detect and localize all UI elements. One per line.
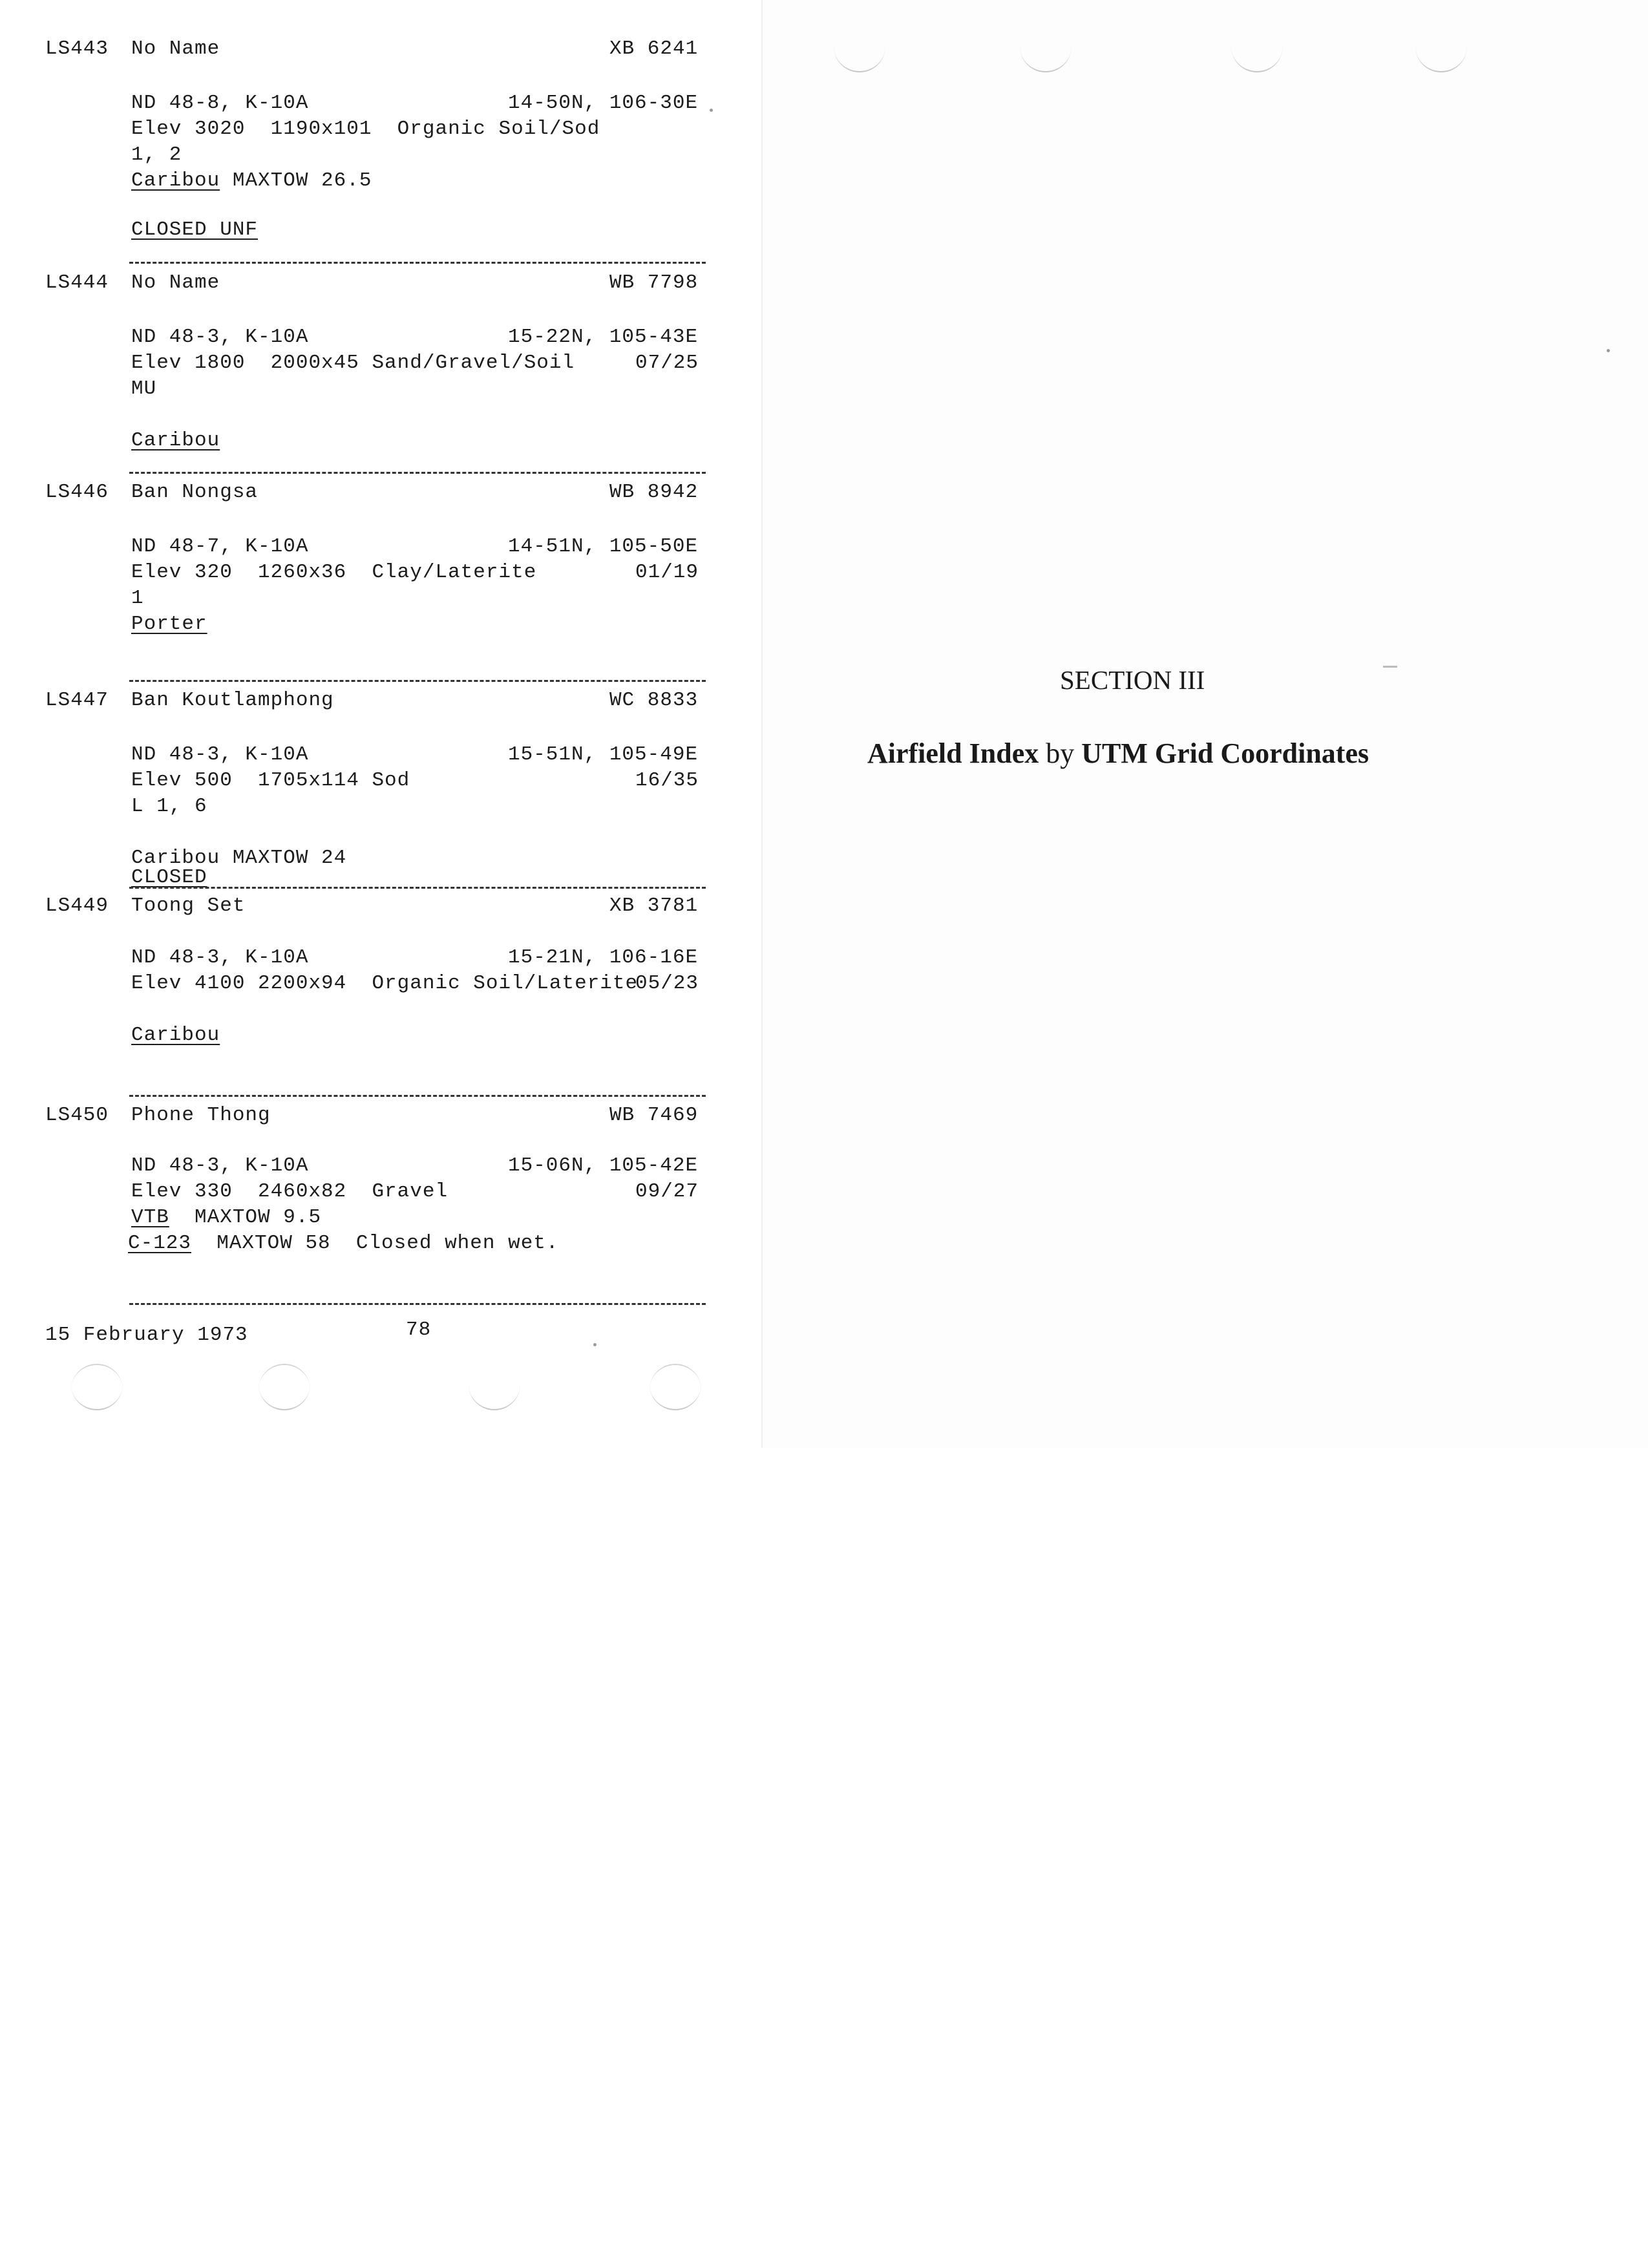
entry-aircraft: [131, 169, 372, 193]
entry-aircraft: [128, 1232, 559, 1255]
entry-grid: WC 8833: [609, 689, 699, 712]
entry-name: No Name: [131, 271, 220, 294]
aircraft-type: Caribou: [131, 1024, 220, 1046]
entry-coords: 15-06N, 105-42E: [508, 1154, 699, 1177]
aircraft-type: VTB: [131, 1206, 169, 1229]
entry-elev: Elev 3020 1190x101 Organic Soil/Sod: [131, 118, 600, 140]
entry-separator: [129, 680, 706, 682]
entry-runway: 16/35: [635, 769, 699, 792]
entry-elev: Elev 1800 2000x45 Sand/Gravel/Soil: [131, 352, 575, 374]
entry-name: Toong Set: [131, 895, 246, 917]
subtitle-part: UTM Grid Coordinates: [1081, 737, 1369, 769]
subtitle-part: Airfield Index: [867, 737, 1039, 769]
entry-elev: Elev 330 2460x82 Gravel: [131, 1180, 449, 1203]
footer-date: 15 February 1973: [45, 1324, 248, 1346]
aircraft-maxtow: Caribou MAXTOW 24: [131, 847, 347, 869]
entry-extra: 1: [131, 587, 144, 609]
entry-id: LS444: [45, 271, 109, 294]
entry-elev: Elev 4100 2200x94 Organic Soil/Laterite: [131, 972, 639, 995]
aircraft-type: Caribou: [131, 429, 220, 452]
entry-extra: MU: [131, 377, 157, 400]
entry-name: Ban Nongsa: [131, 481, 259, 503]
page-number: 78: [406, 1319, 432, 1341]
entry-id: LS450: [45, 1104, 109, 1127]
entry-name: Ban Koutlamphong: [131, 689, 334, 712]
entry-elev: Elev 320 1260x36 Clay/Laterite: [131, 561, 537, 584]
entry-separator: [129, 262, 706, 264]
entry-status: CLOSED UNF: [131, 218, 259, 241]
entry-map: ND 48-3, K-10A: [131, 743, 309, 766]
entry-name: No Name: [131, 37, 220, 60]
entry-id: LS447: [45, 689, 109, 712]
entry-grid: WB 7469: [609, 1104, 699, 1127]
entry-separator: [129, 1303, 706, 1305]
entry-map: ND 48-3, K-10A: [131, 326, 309, 348]
entry-elev: Elev 500 1705x114 Sod: [131, 769, 410, 792]
entry-map: ND 48-3, K-10A: [131, 946, 309, 969]
entry-separator: [129, 1095, 706, 1097]
entry-runway: 05/23: [635, 972, 699, 995]
entry-map: ND 48-3, K-10A: [131, 1154, 309, 1177]
section-title: SECTION III: [1060, 665, 1205, 695]
entry-coords: 15-21N, 106-16E: [508, 946, 699, 969]
entry-map: ND 48-7, K-10A: [131, 535, 309, 558]
entry-coords: 14-51N, 105-50E: [508, 535, 699, 558]
scan-speck: [1607, 349, 1610, 352]
entry-grid: XB 3781: [609, 895, 699, 917]
entry-status: CLOSED: [131, 866, 207, 889]
entry-grid: WB 8942: [609, 481, 699, 503]
page-divider: [761, 0, 763, 1448]
scan-speck: [1383, 666, 1397, 668]
entry-id: LS443: [45, 37, 109, 60]
entry-grid: XB 6241: [609, 37, 699, 60]
aircraft-maxtow: MAXTOW 9.5: [169, 1206, 322, 1229]
scan-speck: [593, 1343, 597, 1346]
right-page: [763, 0, 1648, 1448]
entry-id: LS449: [45, 895, 109, 917]
entry-coords: 15-51N, 105-49E: [508, 743, 699, 766]
aircraft-type: C-123: [128, 1232, 192, 1255]
entry-coords: 14-50N, 106-30E: [508, 92, 699, 114]
entry-name: Phone Thong: [131, 1104, 271, 1127]
aircraft-type: Porter: [131, 613, 207, 635]
entry-grid: WB 7798: [609, 271, 699, 294]
aircraft-maxtow: MAXTOW 58 Closed when wet.: [191, 1232, 559, 1255]
entry-separator: [129, 472, 706, 474]
entry-extra: 1, 2: [131, 143, 182, 166]
entry-runway: 07/25: [635, 352, 699, 374]
entry-id: LS446: [45, 481, 109, 503]
entry-aircraft: [131, 1206, 321, 1229]
entry-coords: 15-22N, 105-43E: [508, 326, 699, 348]
entry-runway: 01/19: [635, 561, 699, 584]
entry-extra: L 1, 6: [131, 795, 207, 818]
aircraft-maxtow: MAXTOW 26.5: [220, 169, 372, 192]
entry-separator: [129, 887, 706, 889]
left-page: [0, 0, 763, 1448]
section-subtitle: [867, 737, 1369, 770]
aircraft-type: Caribou: [131, 169, 220, 192]
entry-map: ND 48-8, K-10A: [131, 92, 309, 114]
subtitle-part: by: [1039, 737, 1082, 769]
entry-runway: 09/27: [635, 1180, 699, 1203]
scan-speck: [710, 109, 713, 112]
